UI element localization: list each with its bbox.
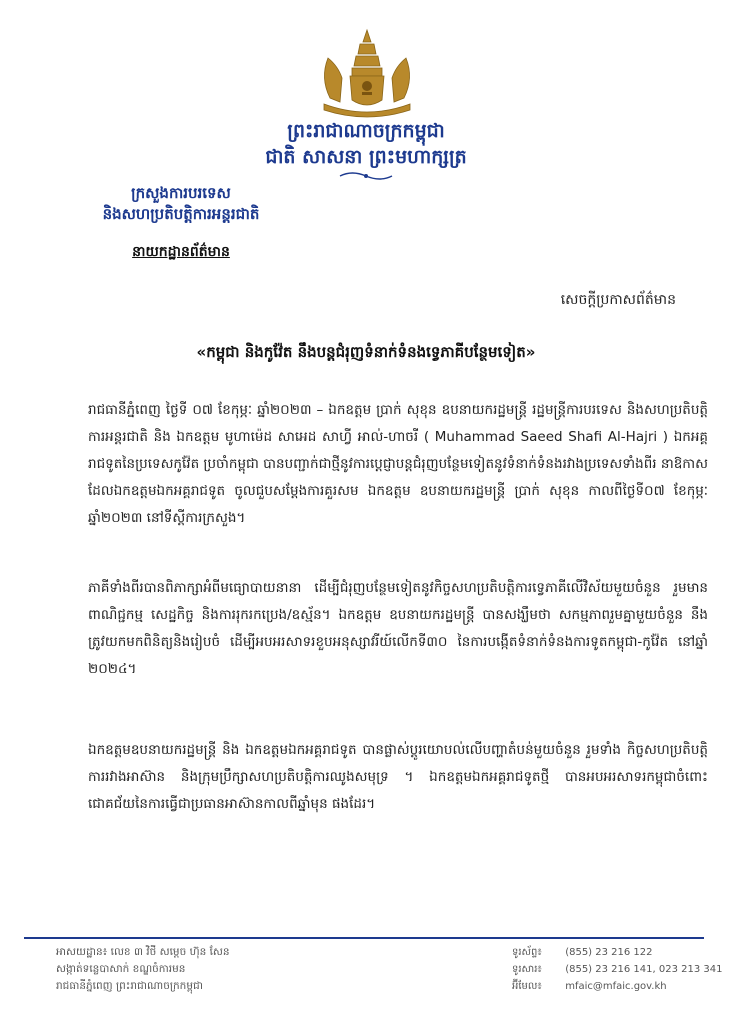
address-line-3: រាជធានីភ្នំពេញ ព្រះរាជាណាចក្រកម្ពុជា xyxy=(56,980,203,992)
phone-row xyxy=(512,944,722,961)
royal-coat-of-arms-icon xyxy=(310,28,424,118)
kingdom-name: ព្រះរាជាណាចក្រកម្ពុជា xyxy=(287,120,445,142)
fax-label: ទូរសារ៖ xyxy=(512,964,542,975)
phone-value: (855) 23 216 122 xyxy=(565,947,653,958)
scroll-ornament-icon xyxy=(338,170,394,182)
document-type: សេចក្តីប្រកាសព័ត៌មាន xyxy=(560,292,676,308)
body-paragraph-2: ភាគីទាំងពីរបានពិភាក្សាអំពីមធ្យោបាយនានា ដើម្បីជំរុញបន្ថែមទៀតនូវកិច្ចសហប្រតិបត្តិការទ្វេភាគីលើវិស័យមួយចំនួន រួមមាន ពាណិជ្ជកម្ម សេដ្ឋកិច្ច និងការរុករកប្រេង/ឧស្ម័ន។ ឯកឧត្តម ឧបនាយករដ្ឋមន្ត្រី បានសង្ឃឹមថា សកម្មភាពរួមគ្នាមួយចំនួន នឹងត្រូវយកមកពិនិត្យនិងរៀបចំ ដើម្បីអបអរសាទរខួបអនុស្សាវរីយ៍លើកទី៣០ នៃការបង្កើតទំនាក់ទំនងការទូតកម្ពុជា-កូវ៉ែត នៅឆ្នាំ ២០២៤។ xyxy=(88,580,708,677)
email-row xyxy=(512,978,722,995)
address-line-2: សង្កាត់ទន្លេបាសាក់ ខណ្ឌចំការមន xyxy=(56,963,186,975)
phone-label: ទូរស័ព្ទ៖ xyxy=(512,947,542,958)
address-line-1: អាសយដ្ឋាន៖ លេខ ៣ វិថី សម្តេច ហ៊ុន សែន xyxy=(56,946,230,958)
footer-address xyxy=(56,944,356,995)
email-label: អ៊ីមែល៖ xyxy=(512,981,542,992)
national-motto: ជាតិ សាសនា ព្រះមហាក្សត្រ xyxy=(265,146,467,168)
fax-row xyxy=(512,961,722,978)
body-paragraph-3: ឯកឧត្តមឧបនាយករដ្ឋមន្ត្រី និង ឯកឧត្តមឯកអគ្គរាជទូត បានផ្លាស់ប្តូរយោបល់លើបញ្ហាតំបន់មួយចំនួន រួមទាំង កិច្ចសហប្រតិបត្តិការរវាងអាស៊ាន និងក្រុមប្រឹក្សាសហប្រតិបត្តិការឈូងសមុទ្រ ។ ឯកឧត្តមឯកអគ្គរាជទូតថ្មី បានអបអរសាទរកម្ពុជាចំពោះជោគជ័យនៃការធ្វើជាប្រធានអាស៊ានកាលពីឆ្នាំមុន ផងដែរ។ xyxy=(88,742,708,812)
department-name: នាយកដ្ឋានព័ត៌មាន xyxy=(132,244,230,260)
press-release-headline: «កម្ពុជា និងកូវ៉ែត នឹងបន្តជំរុញទំនាក់ទំនងទ្វេភាគីបន្ថែមទៀត» xyxy=(196,343,536,361)
footer-contact xyxy=(512,944,722,995)
email-link[interactable]: mfaic@mfaic.gov.kh xyxy=(565,981,667,992)
ministry-name-line2: និងសហប្រតិបត្តិការអន្តរជាតិ xyxy=(102,205,260,223)
ministry-name-line1: ក្រសួងការបរទេស xyxy=(131,184,231,202)
footer-divider xyxy=(24,937,704,939)
body-paragraph-1: រាជធានីភ្នំពេញ ថ្ងៃទី ០៧ ខែកុម្ភៈ ឆ្នាំ២០២៣ – ឯកឧត្តម ប្រាក់ សុខុន ឧបនាយករដ្ឋមន្ត្រី រដ្ឋមន្ត្រីការបរទេស និងសហប្រតិបត្តិការអន្តរជាតិ និង ឯកឧត្តម មូហាម៉េដ សាអេដ សាហ្វី អាល់-ហាចរី ( Muhammad Saeed Shafi Al-Hajri ) ឯកអគ្គរាជទូតនៃប្រទេសកូវ៉ែត ប្រចាំកម្ពុជា បានបញ្ជាក់ជាថ្មីនូវការប្តេជ្ញាបន្តជំរុញបន្ថែមទៀតនូវទំនាក់ទំនងរវាងប្រទេសទាំងពីរ នាឱកាសដែលឯកឧត្តមឯកអគ្គរាជទូត ចូលជួបសម្តែងការគួរសម ឯកឧត្តម ឧបនាយករដ្ឋមន្ត្រី ប្រាក់ សុខុន កាលពីថ្ងៃទី០៧ ខែកុម្ភៈ ឆ្នាំ២០២៣ នៅទីស្តីការក្រសួង។ xyxy=(88,402,708,526)
fax-value: (855) 23 216 141, 023 213 341 xyxy=(565,964,723,975)
